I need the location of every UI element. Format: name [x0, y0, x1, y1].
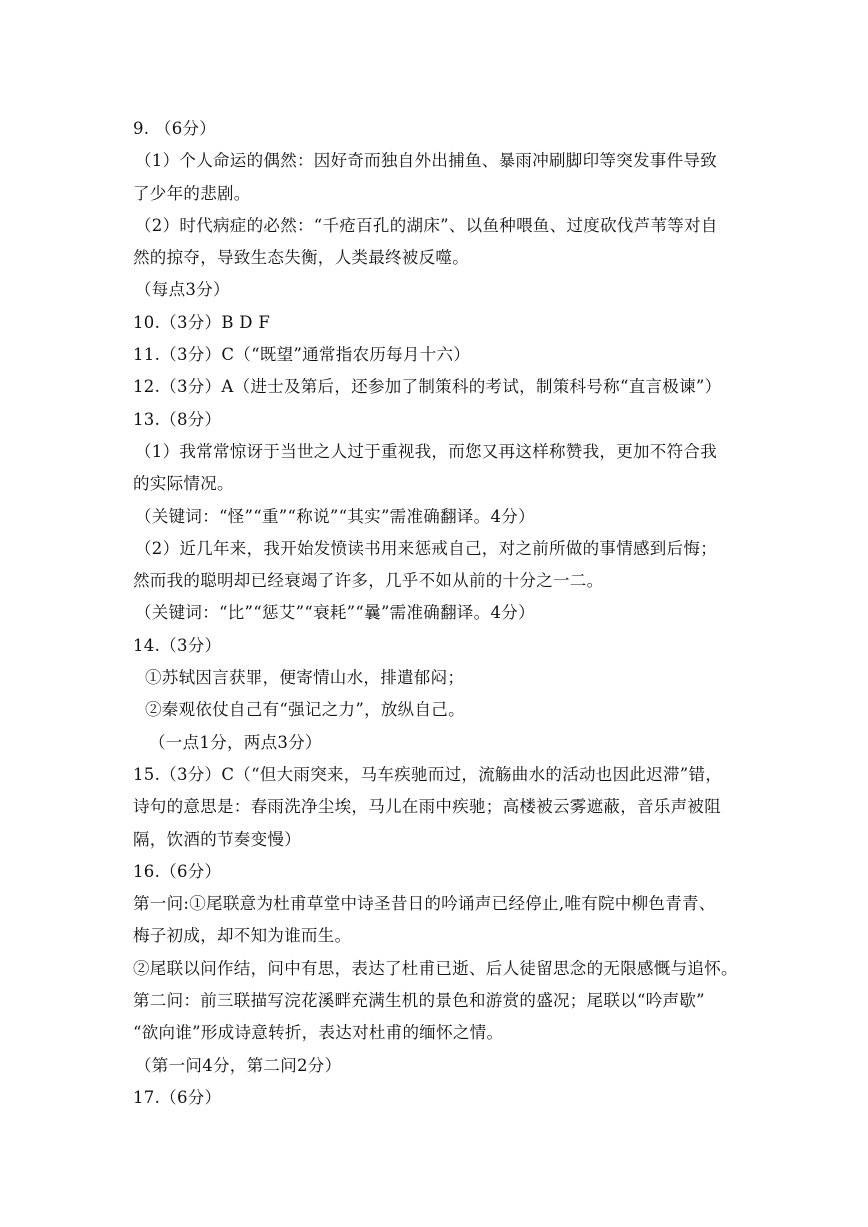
q10-answer: 10.（3分）B D F	[133, 312, 271, 332]
q14-point2: ②秦观依仗自己有“强记之力”，放纵自己。	[145, 700, 465, 720]
q16-part2-line2: “欲向谁”形成诗意转折，表达对杜甫的缅怀之情。	[133, 1023, 504, 1043]
q9-scoring: （每点3分）	[135, 280, 230, 300]
q14-scoring: （一点1分，两点3分）	[149, 732, 322, 752]
q13-translation2-line2: 然而我的聪明却已经衰竭了许多，几乎不如从前的十分之一二。	[133, 571, 604, 591]
q13-translation1-line1: （1）我常常惊讶于当世之人过于重视我，而您又再这样称赞我，更加不符合我	[135, 441, 717, 461]
q16-header: 16.（6分）	[133, 861, 222, 881]
q16-part1-point2: ②尾联以问作结，问中有思，表达了杜甫已逝、后人徒留思念的无限感慨与追怀。	[133, 958, 738, 978]
q16-part1-point1-line2: 梅子初成，却不知为谁而生。	[133, 926, 352, 946]
q13-keywords2: （关键词：“比”“惩艾”“衰耗”“曩”需准确翻译。4分）	[135, 603, 535, 623]
q12-answer: 12.（3分）A（进士及第后，还参加了制策科的考试，制策科号称“直言极谏”）	[133, 377, 722, 397]
q16-part1-point1-line1: 第一问:①尾联意为杜甫草堂中诗圣昔日的吟诵声已经停止,唯有院中柳色青青、	[133, 894, 716, 914]
q9-point2-line1: （2）时代病症的必然：“千疮百孔的湖床”、以鱼种喂鱼、过度砍伐芦苇等对自	[135, 215, 718, 235]
q17-header: 17.（6分）	[133, 1087, 222, 1107]
q14-point1: ①苏轼因言获罪，便寄情山水，排遣郁闷；	[145, 668, 465, 688]
q15-answer-line2: 诗句的意思是：春雨洗净尘埃，马儿在雨中疾驰；高楼被云雾遮蔽，音乐声被阻	[133, 797, 721, 817]
q15-answer-line3: 隔，饮酒的节奏变慢）	[133, 829, 301, 849]
q16-scoring: （第一问4分，第二问2分）	[135, 1055, 342, 1075]
q13-translation1-line2: 的实际情况。	[133, 474, 234, 494]
q13-translation2-line1: （2）近几年来，我开始发愤读书用来惩戒自己，对之前所做的事情感到后悔；	[135, 538, 717, 558]
q13-header: 13.（8分）	[133, 409, 222, 429]
q13-keywords1: （关键词：“怪”“重”“称说”“其实”需准确翻译。4分）	[135, 506, 535, 526]
q14-header: 14.（3分）	[133, 635, 222, 655]
q16-part2-line1: 第二问：前三联描写浣花溪畔充满生机的景色和游赏的盛况；尾联以“吟声歇”	[133, 991, 705, 1011]
q11-answer: 11.（3分）C（“既望”通常指农历每月十六）	[133, 345, 471, 365]
q9-point1-line2: 了少年的悲剧。	[133, 183, 251, 203]
q9-header: 9. （6分）	[133, 119, 217, 138]
q9-point1-line1: （1）个人命运的偶然：因好奇而独自外出捕鱼、暴雨冲刷脚印等突发事件导致	[135, 151, 717, 171]
answer-key-content	[133, 113, 753, 1114]
q9-point2-line2: 然的掠夺，导致生态失衡，人类最终被反噬。	[133, 248, 469, 268]
q15-answer-line1: 15.（3分）C（“但大雨突来，马车疾驰而过，流觞曲水的活动也因此迟滞”错，	[133, 764, 723, 784]
